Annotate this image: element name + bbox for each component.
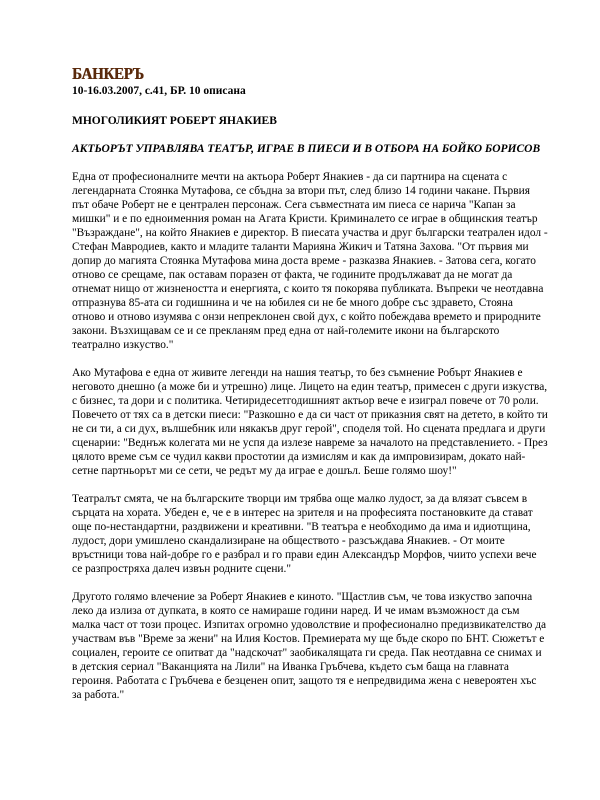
paragraph-4: Другото голямо влечение за Роберт Янакиев е киното. "Щастлив съм, че това изкуство започна леко да излиза от дупката, в която се намираше години наред. И че имам възможност да съм малка част от този процес. Изпитах огромно удоволствие и професионално предизвикателство да участвам във "Време за жени" на Илия Костов. Премиерата му ще бъде скоро по БНТ. Сюжетът е социален, героите се опитват да "надскочат" заобикалящата ги среда. Пак неотдавна се снимах и в детския сериал "Ваканцията на Лили" на Иванка Гръбчева, където съм баща на главната героиня. Работата с Гръбчева е безценен опит, защото тя е непредвидима жена с невероятен хъс за работа." [72,591,547,701]
paragraph-1: Една от професионалните мечти на актьора Роберт Янакиев - да си партнира на сцената с легендарната Стоянка Мутафова, се сбъдна за втори път, след близо 14 години чакане. Първия път обаче Роберт не е централен персонаж. Сега съвместната им пиеса се нарича "Капан за мишки" и е по едноименния роман на Агата Кристи. Криминалето се играе в общинския театър "Възраждане", на който Янакиев е директор. В пиесата участва и друг български театрален идол - Стефан Мавродиев, както и младите таланти Марияна Жикич и Татяна Захова. "От първия ми допир до магията Стоянка Мутафова мина доста време - разказва Янакиев. - Затова сега, когато отново се срещаме, пак оставам поразен от факта, че годините продължават да не могат да отнемат нищо от жизнеността и енергията, с които тя покорява публиката. Въпреки че неотдавна отпразнува 85-ата си годишнина и че на юбилея си не бе много добре със здравето, Стояна отново и отново изумява с онзи непреклонен свой дух, с който побеждава времето и природните закони. Възхищавам се и се прекланям пред една от най-големите икони на българското театрално изкуство." [72,171,548,351]
article-subtitle: АКТЬОРЪТ УПРАВЛЯВА ТЕАТЪР, ИГРАЕ В ПИЕСИ И В ОТБОРА НА БОЙКО БОРИСОВ [72,143,541,155]
article-title: МНОГОЛИКИЯТ РОБЕРТ ЯНАКИЕВ [72,115,277,127]
paragraph-2: Ако Мутафова е една от живите легенди на нашия театър, то без съмнение Робърт Янакиев е неговото днешно (а може би и утрешно) лице. Лицето на един театър, примесен с други изкуства, с бизнес, та дори и с политика. Четиридесетгодишният актьор вече е изиграл повече от 70 роли. Повечето от тях са в детски пиеси: "Разкошно е да си част от приказния свят на детето, в който ти не си ти, а си дух, вълшебник или някакъв друг герой", споделя той. Но сцената предлага и други сценарии: "Веднъж колегата ми не успя да излезе навреме за началото на представлението. - През цялото време съм се чудил какви простотии да измислям и как да импровизирам, докато най-сетне партньорът ми се сети, че редът му да играе е дошъл. Беше голямо шоу!" [72,367,548,477]
issue-line: 10-16.03.2007, с.41, БР. 10 описана [72,85,246,97]
article-page [72,64,548,702]
paragraph-3: Театралът смята, че на българските творци им трябва още малко лудост, за да влязат съвсем в сърцата на хората. Убеден е, че е в интерес на зрителя и на професията постановките да стават още по-нестандартни, раздвижени и креативни. "В театъра е необходимо да има и идиотщина, лудост, дори умишлено скандализиране на обществото - разсъждава Янакиев. - От моите връстници това най-добре го е разбрал и го прави един Александър Морфов, чиито успехи вече се разпростряха далеч извън родните сцени." [72,493,537,575]
publication-logo: БАНКЕРЪ [72,65,144,84]
